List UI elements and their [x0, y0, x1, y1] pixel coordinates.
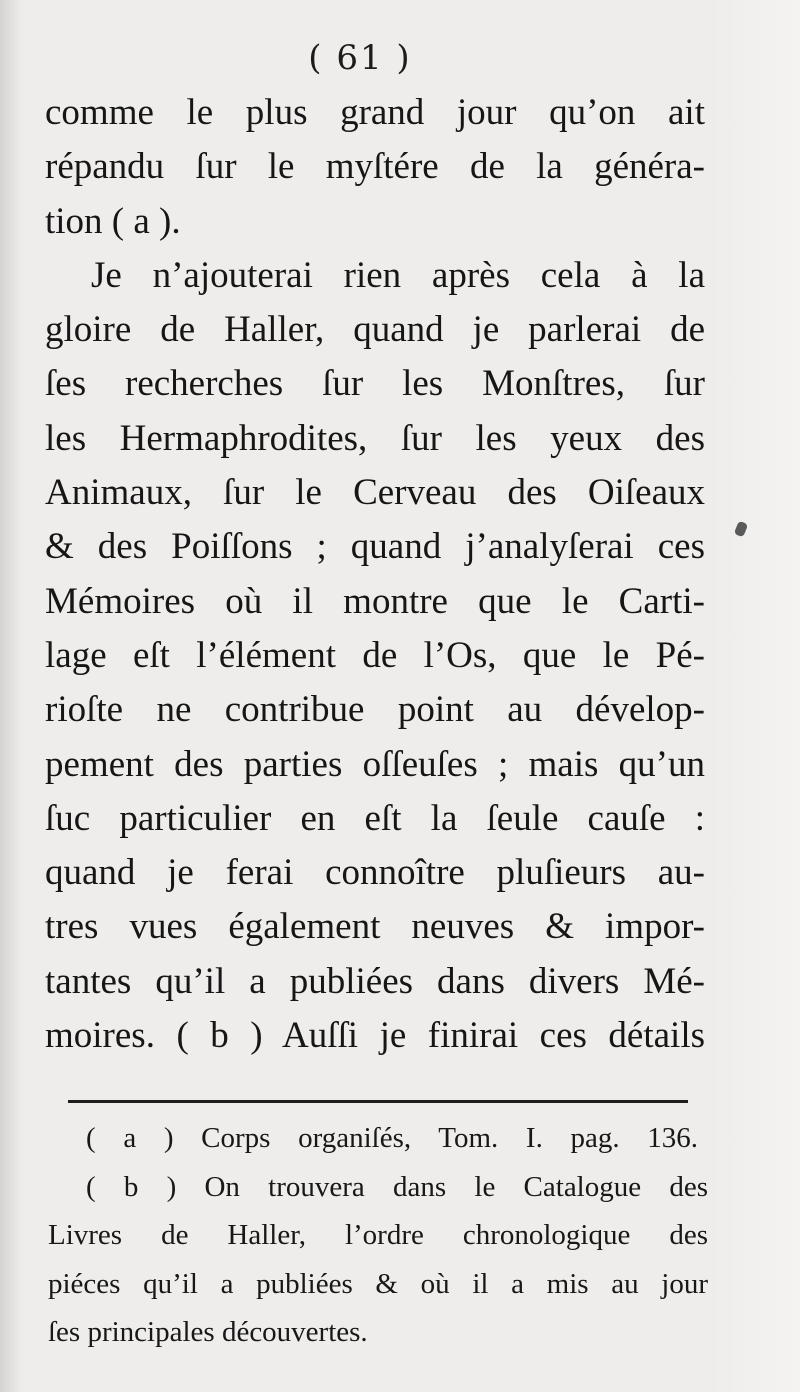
footnote-line: ( a ) Corps organiſés, Tom. I. pag. 136.	[86, 1122, 698, 1154]
footnote-line: ( b ) On trouvera dans le Catalogue des	[86, 1170, 708, 1203]
footnotes	[48, 1114, 708, 1357]
body-line: gloire de Haller, quand je parlerai de	[45, 309, 705, 351]
body-line: Je n’ajouterai rien après cela à la	[91, 254, 705, 296]
body-line: ſuc particulier en eſt la ſeule cauſe :	[45, 797, 705, 839]
body-line: moires. ( b ) Auſſi je finirai ces détails	[45, 1015, 705, 1057]
body-line: tres vues également neuves & impor-	[45, 906, 705, 948]
page-edge-highlight	[710, 0, 800, 1392]
body-line: répandu ſur le myſtére de la généra-	[45, 146, 705, 188]
body-line: les Hermaphrodites, ſur les yeux des	[45, 417, 705, 459]
body-line: pement des parties oſſeuſes ; mais qu’un	[45, 743, 705, 785]
body-line: & des Poiſſons ; quand j’analyſerai ces	[45, 526, 705, 568]
footnote-line: Livres de Haller, l’ordre chronologique des	[48, 1219, 708, 1252]
body-line: tantes qu’il a publiées dans divers Mé-	[45, 960, 705, 1002]
page-gutter-shadow	[0, 0, 22, 1392]
page-number: ( 61 )	[308, 38, 412, 78]
body-line: Mémoires où il montre que le Carti-	[45, 580, 705, 622]
body-line: lage eſt l’élément de l’Os, que le Pé-	[45, 634, 705, 676]
footnote-line: ſes principales découvertes.	[48, 1316, 368, 1349]
footnote-rule	[68, 1100, 688, 1103]
footnote-line: piéces qu’il a publiées & où il a mis au jour	[48, 1267, 708, 1300]
body-line: Animaux, ſur le Cerveau des Oiſeaux	[45, 472, 705, 514]
body-line: comme le plus grand jour qu’on ait	[45, 92, 705, 133]
body-line: ſes recherches ſur les Monſtres, ſur	[45, 363, 705, 405]
body-line: tion ( a ).	[45, 200, 181, 242]
body-line: quand je ferai connoître pluſieurs au-	[45, 852, 705, 894]
body-text	[45, 86, 705, 1063]
body-line: rioſte ne contribue point au dévelop-	[45, 689, 705, 731]
